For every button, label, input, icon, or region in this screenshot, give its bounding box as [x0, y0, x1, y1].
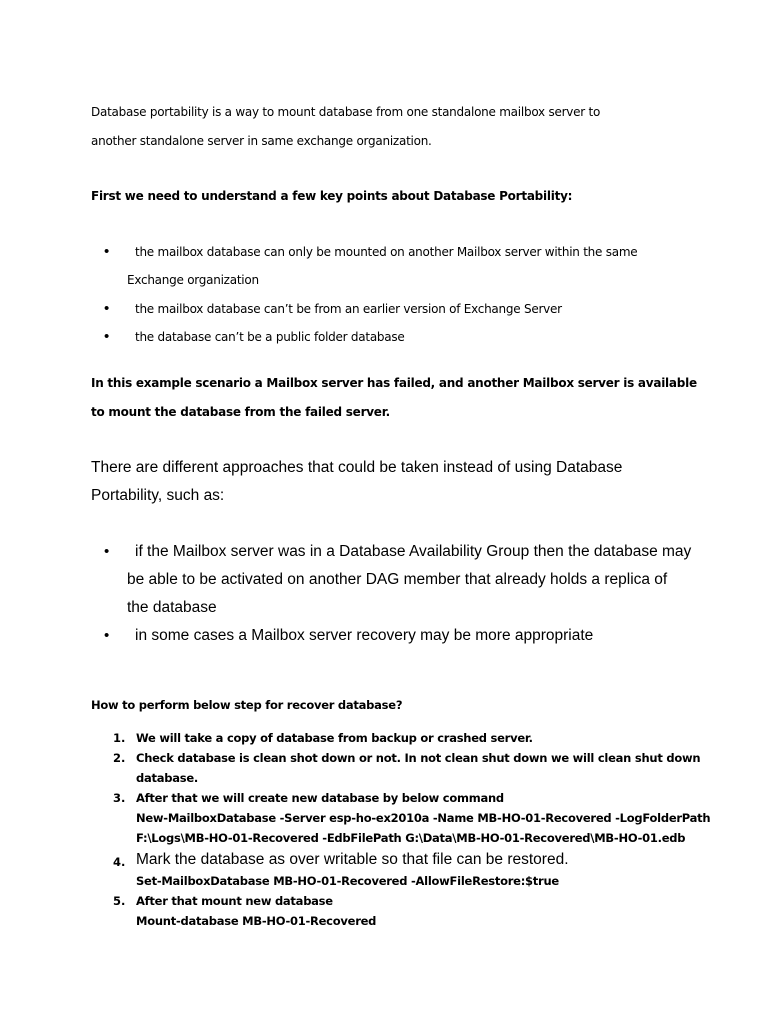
step-number: 5. — [113, 894, 126, 908]
approaches-intro-line-2: Portability, such as: — [91, 487, 225, 504]
key-point-1-line-2: Exchange organization — [127, 273, 259, 287]
bullet-icon: • — [104, 543, 110, 560]
step-number: 3. — [113, 791, 126, 805]
approaches-intro-line-1: There are different approaches that could be taken instead of using Database — [91, 459, 623, 476]
approach-1-line-3: the database — [127, 599, 217, 616]
key-point-1-line-1: the mailbox database can only be mounted on another Mailbox server within the same — [135, 245, 638, 259]
bullet-icon: • — [104, 243, 110, 260]
key-point-3: the database can’t be a public folder database — [135, 330, 405, 344]
step-number: 1. — [113, 731, 126, 745]
bullet-icon: • — [104, 328, 110, 345]
step-4-line-1: Mark the database as over writable so that file can be restored. — [136, 851, 569, 868]
bullet-icon: • — [104, 627, 110, 644]
step-2-line-1: Check database is clean shot down or not. In not clean shut down we will clean shut down — [136, 751, 701, 765]
intro-line-1: Database portability is a way to mount database from one standalone mailbox server to — [91, 105, 601, 119]
step-4-line-2: Set-MailboxDatabase MB-HO-01-Recovered -AllowFileRestore:$true — [136, 874, 559, 888]
intro-line-2: another standalone server in same exchange organization. — [91, 134, 432, 148]
step-number: 4. — [113, 855, 126, 869]
step-2-line-2: database. — [136, 771, 199, 785]
scenario-line-1: In this example scenario a Mailbox server has failed, and another Mailbox server is available — [91, 376, 697, 390]
approach-1-line-2: be able to be activated on another DAG member that already holds a replica of — [127, 571, 668, 588]
step-1-line-1: We will take a copy of database from backup or crashed server. — [136, 731, 533, 745]
step-3-line-1: After that we will create new database by below command — [136, 791, 504, 805]
step-5-line-2: Mount-database MB-HO-01-Recovered — [136, 914, 377, 928]
step-5-line-1: After that mount new database — [136, 894, 333, 908]
approach-1-line-1: if the Mailbox server was in a Database Availability Group then the database may — [135, 543, 692, 560]
step-3-line-3: F:\Logs\MB-HO-01-Recovered -EdbFilePath G:\Data\MB-HO-01-Recovered\MB-HO-01.edb — [136, 831, 686, 845]
key-points-heading: First we need to understand a few key points about Database Portability: — [91, 189, 573, 203]
howto-heading: How to perform below step for recover database? — [91, 698, 403, 712]
step-number: 2. — [113, 751, 126, 765]
bullet-icon: • — [104, 300, 110, 317]
key-point-2: the mailbox database can’t be from an earlier version of Exchange Server — [135, 302, 562, 316]
scenario-line-2: to mount the database from the failed server. — [91, 405, 390, 419]
approach-2: in some cases a Mailbox server recovery may be more appropriate — [135, 627, 594, 644]
step-3-line-2: New-MailboxDatabase -Server esp-ho-ex2010a -Name MB-HO-01-Recovered -LogFolderPath — [136, 811, 711, 825]
